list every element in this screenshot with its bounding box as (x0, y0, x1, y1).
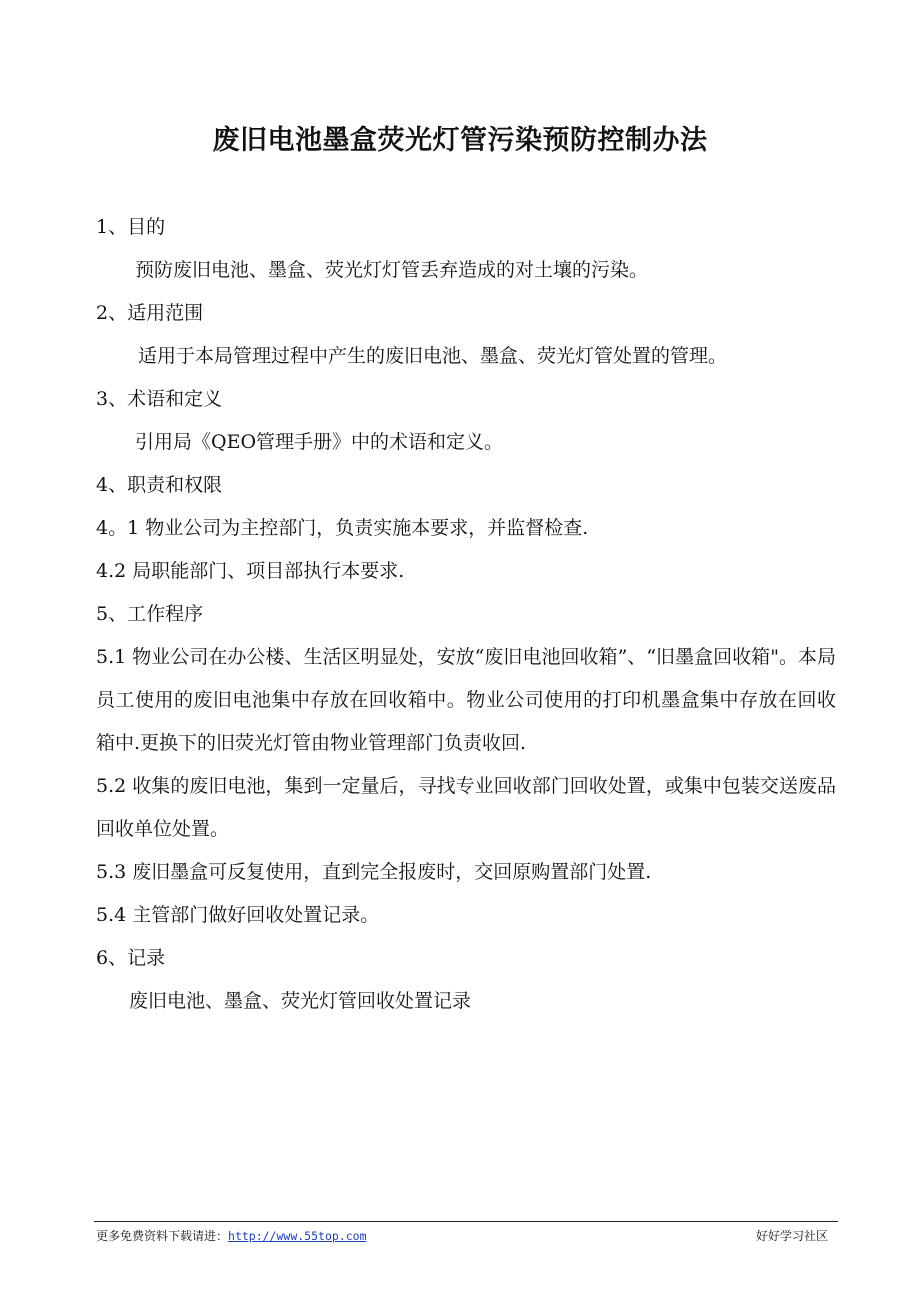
section-5-2: 5.2 收集的废旧电池，集到一定量后，寻找专业回收部门回收处置，或集中包装交送废品回收单位处置。 (96, 775, 836, 840)
section-4-2: 4.2 局职能部门、项目部执行本要求. (96, 560, 405, 582)
section-6-body: 废旧电池、墨盒、荧光灯管回收处置记录 (129, 990, 472, 1012)
section-5-4: 5.4 主管部门做好回收处置记录。 (96, 904, 380, 926)
document-title: 废旧电池墨盒荧光灯管污染预防控制办法 (212, 125, 708, 156)
footer-link[interactable]: http://www.55top.com (228, 1229, 367, 1243)
section-5-1: 5.1 物业公司在办公楼、生活区明显处，安放“废旧电池回收箱”、“旧墨盒回收箱"。本局员工使用的废旧电池集中存放在回收箱中。物业公司使用的打印机墨盒集中存放在回收箱中.更换下的旧荧光灯管由物业管理部门负责收回. (96, 646, 836, 754)
section-1-body: 预防废旧电池、墨盒、荧光灯灯管丢弃造成的对土壤的污染。 (135, 259, 649, 281)
section-2-body: 适用于本局管理过程中产生的废旧电池、墨盒、荧光灯管处置的管理。 (138, 345, 728, 367)
section-4-heading: 4、职责和权限 (96, 474, 223, 496)
section-5-3: 5.3 废旧墨盒可反复使用，直到完全报废时，交回原购置部门处置. (96, 861, 652, 883)
section-2-heading: 2、适用范围 (96, 302, 204, 324)
footer-community-name: 好好学习社区 (755, 1229, 828, 1243)
section-1-heading: 1、目的 (96, 216, 166, 238)
section-4-1: 4。1 物业公司为主控部门，负责实施本要求，并监督检查. (96, 517, 589, 539)
document-body (96, 206, 836, 1023)
footer-divider (94, 1221, 838, 1222)
section-3-body: 引用局《QEO管理手册》中的术语和定义。 (135, 431, 504, 453)
section-3-heading: 3、术语和定义 (96, 388, 223, 410)
footer-left (96, 1227, 367, 1245)
section-5-heading: 5、工作程序 (96, 603, 204, 625)
footer-prompt-text: 更多免费资料下载请进： (96, 1229, 229, 1243)
section-6-heading: 6、记录 (96, 947, 166, 969)
